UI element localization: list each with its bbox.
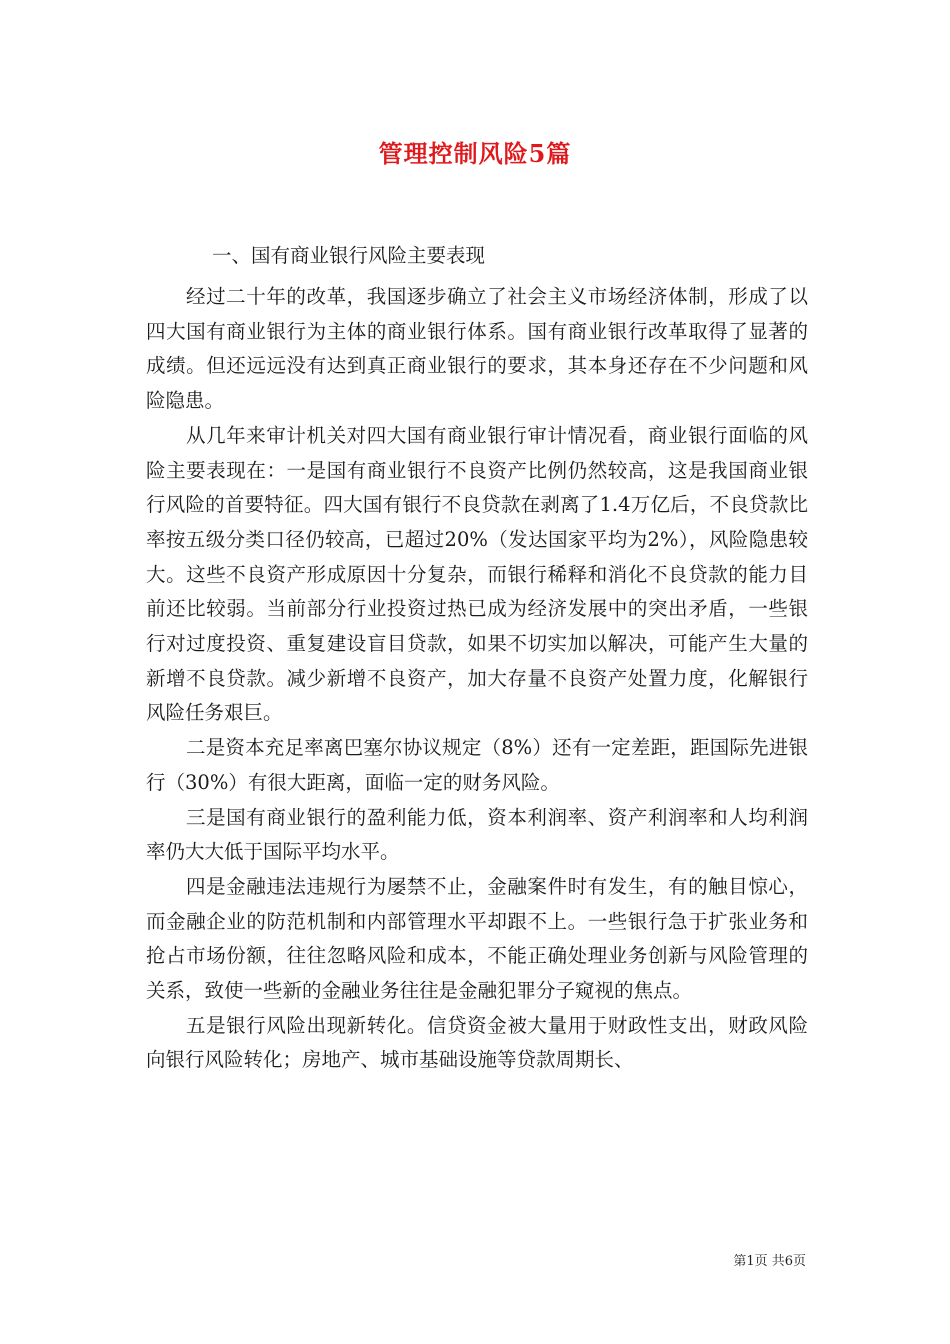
paragraph-1: 经过二十年的改革，我国逐步确立了社会主义市场经济体制，形成了以四大国有商业银行为主体的商业银行体系。国有商业银行改革取得了显著的成绩。但还远远没有达到真正商业银行的要求，其本身还存在不少问题和风险隐患。 (146, 285, 808, 413)
paragraph-4: 三是国有商业银行的盈利能力低，资本利润率、资产利润率和人均利润率仍大大低于国际平均水平。 (146, 805, 808, 864)
document-body (146, 244, 808, 1078)
document-title: 管理控制风险5篇 (378, 139, 572, 168)
paragraph-5: 四是金融违法违规行为屡禁不止，金融案件时有发生，有的触目惊心，而金融企业的防范机制和内部管理水平却跟不上。一些银行急于扩张业务和抢占市场份额，往往忽略风险和成本，不能正确处理业务创新与风险管理的关系，致使一些新的金融业务往往是金融犯罪分子窥视的焦点。 (146, 874, 808, 1003)
section-heading: 一、国有商业银行风险主要表现 (212, 244, 486, 267)
paragraph-3: 二是资本充足率离巴塞尔协议规定（8%）还有一定差距，距国际先进银行（30%）有很大距离，面临一定的财务风险。 (146, 736, 808, 794)
paragraph-6: 五是银行风险出现新转化。信贷资金被大量用于财政性支出，财政风险向银行风险转化；房地产、城市基础设施等贷款周期长、 (146, 1013, 808, 1072)
page-number-footer: 第1页 共6页 (733, 1254, 806, 1269)
paragraph-2: 从几年来审计机关对四大国有商业银行审计情况看，商业银行面临的风险主要表现在：一是国有商业银行不良资产比例仍然较高，这是我国商业银行风险的首要特征。四大国有银行不良贷款在剥离了1.4万亿后，不良贷款比率按五级分类口径仍较高，已超过20%（发达国家平均为2%），风险隐患较大。这些不良资产形成原因十分复杂，而银行稀释和消化不良贷款的能力目前还比较弱。当前部分行业投资过热已成为经济发展中的突出矛盾，一些银行对过度投资、重复建设盲目贷款，如果不切实加以解决，可能产生大量的新增不良贷款。减少新增不良资产，加大存量不良资产处置力度，化解银行风险任务艰巨。 (146, 423, 808, 725)
